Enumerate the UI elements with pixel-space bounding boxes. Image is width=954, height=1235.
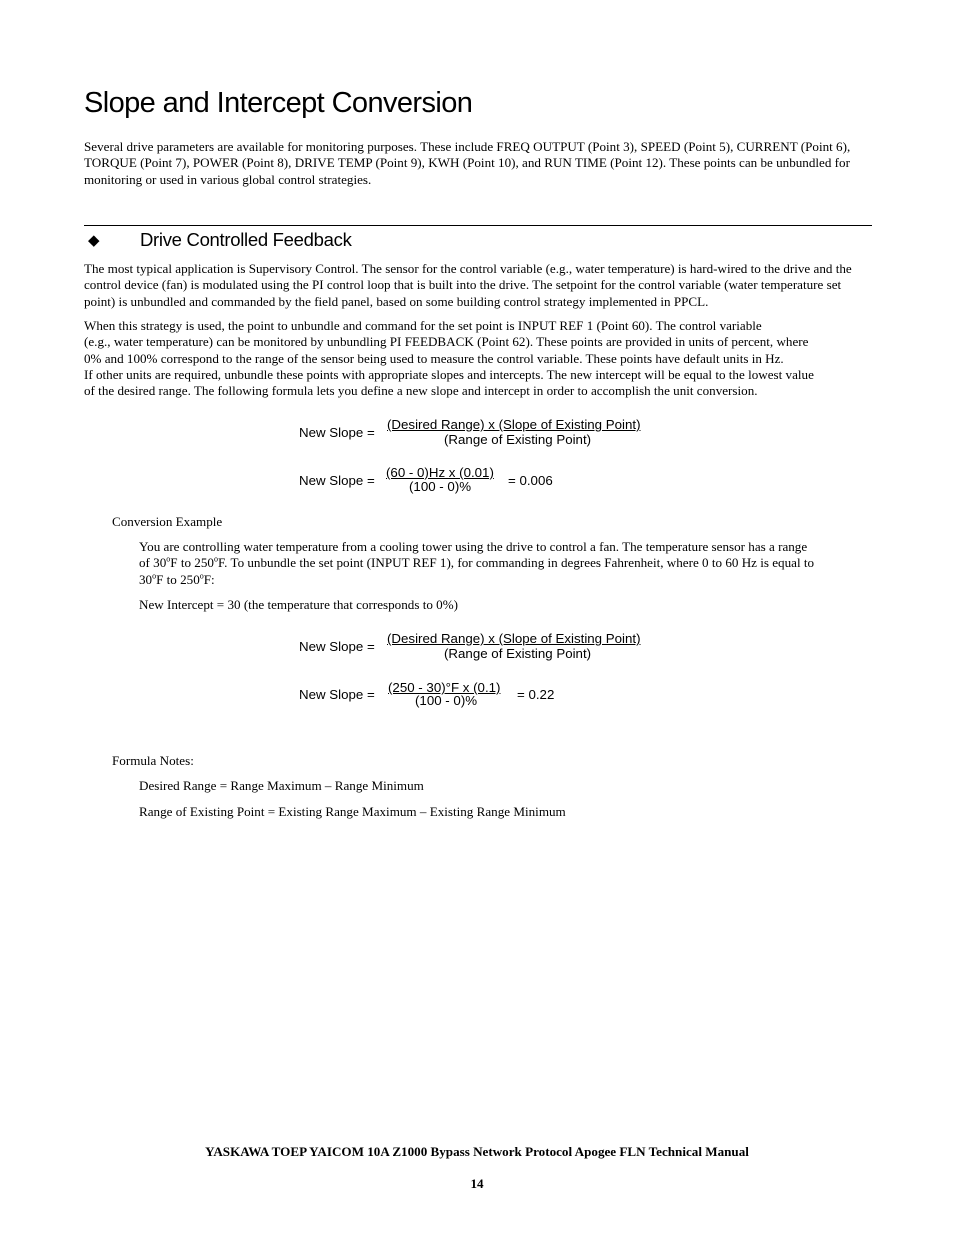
formula-note-existing-range: Range of Existing Point = Existing Range Maximum – Existing Range Minimum xyxy=(139,804,566,819)
conversion-example-label: Conversion Example xyxy=(112,514,223,529)
footer-title: YASKAWA TOEP YAICOM 10A Z1000 Bypass Network Protocol Apogee FLN Technical Manual xyxy=(205,1144,749,1159)
formula2-numerator: (60 - 0)Hz x (0.01) xyxy=(386,465,494,480)
strategy-paragraph xyxy=(84,318,872,399)
strategy-line-4: If other units are required, unbundle these points with appropriate slopes and intercepts. The new intercept will be equal to the lowest value xyxy=(84,366,814,382)
example-paragraph xyxy=(139,539,871,588)
formula2-label: New Slope = xyxy=(299,473,375,488)
formula4-label: New Slope = xyxy=(299,687,375,702)
page-title: Slope and Intercept Conversion xyxy=(84,87,473,119)
new-intercept-line: New Intercept = 30 (the temperature that corresponds to 0%) xyxy=(139,597,458,612)
strategy-line-1: When this strategy is used, the point to unbundle and command for the set point is INPUT REF 1 (Point 60). The control variable xyxy=(84,318,762,333)
formula4-numerator: (250 - 30)°F x (0.1) xyxy=(388,680,501,695)
formula2-result: = 0.006 xyxy=(508,473,553,488)
section-divider xyxy=(84,225,872,226)
supervisory-control-paragraph: The most typical application is Supervisory Control. The sensor for the control variable (e.g., water temperature) is hard-wired to the drive and the control device (fan) is modulated using the PI control loop that is built into the drive. The setpoint for the control variable (water temperature set point) is unbundled and commanded by the field panel, based on some building control strategy implemented in PPCL. xyxy=(84,261,852,309)
formula3-numerator: (Desired Range) x (Slope of Existing Point) xyxy=(387,631,641,646)
formula1-denominator: (Range of Existing Point) xyxy=(444,432,592,447)
strategy-line-3: 0% and 100% correspond to the range of the sensor being used to measure the control variable. These points have default units in Hz. xyxy=(84,350,784,366)
diamond-bullet-icon: ◆ xyxy=(88,233,100,249)
formula4-result: = 0.22 xyxy=(517,687,555,702)
formula1-numerator: (Desired Range) x (Slope of Existing Point) xyxy=(387,417,641,432)
formula4-denominator: (100 - 0)% xyxy=(415,693,478,708)
section-heading: Drive Controlled Feedback xyxy=(140,229,352,250)
strategy-line-2: (e.g., water temperature) can be monitored by unbundling PI FEEDBACK (Point 62). These points are provided in units of percent, where xyxy=(84,334,809,350)
intro-paragraph: Several drive parameters are available for monitoring purposes. These include FREQ OUTPUT (Point 3), SPEED (Point 5), CURRENT (Point 6), TORQUE (Point 7), POWER (Point 8), DRIVE TEMP (Point 9), KWH (Point 10), and RUN TIME (Point 12). These points can be unbundled for monitoring or used in various global control strategies. xyxy=(84,139,851,187)
formula2-denominator: (100 - 0)% xyxy=(409,479,472,494)
example-line-3: 30$^o$F to 250$^o$F: xyxy=(139,571,215,587)
formula1-label: New Slope = xyxy=(299,425,375,440)
formula3-label: New Slope = xyxy=(299,639,375,654)
example-line-2: of 30$^o$F to 250$^o$F. To unbundle the set point (INPUT REF 1), for commanding in degrees Fahrenheit, where 0 to 60 Hz is equal to xyxy=(139,554,815,571)
page-number: 14 xyxy=(470,1176,484,1191)
formula-note-desired-range: Desired Range = Range Maximum – Range Minimum xyxy=(139,778,424,793)
formula-notes-label: Formula Notes: xyxy=(112,753,194,768)
strategy-line-5: of the desired range. The following formula lets you define a new slope and intercept in order to accomplish the unit conversion. xyxy=(84,383,758,399)
example-line-1: You are controlling water temperature from a cooling tower using the drive to control a fan. The temperature sensor has a range xyxy=(139,539,808,554)
formula3-denominator: (Range of Existing Point) xyxy=(444,646,592,661)
